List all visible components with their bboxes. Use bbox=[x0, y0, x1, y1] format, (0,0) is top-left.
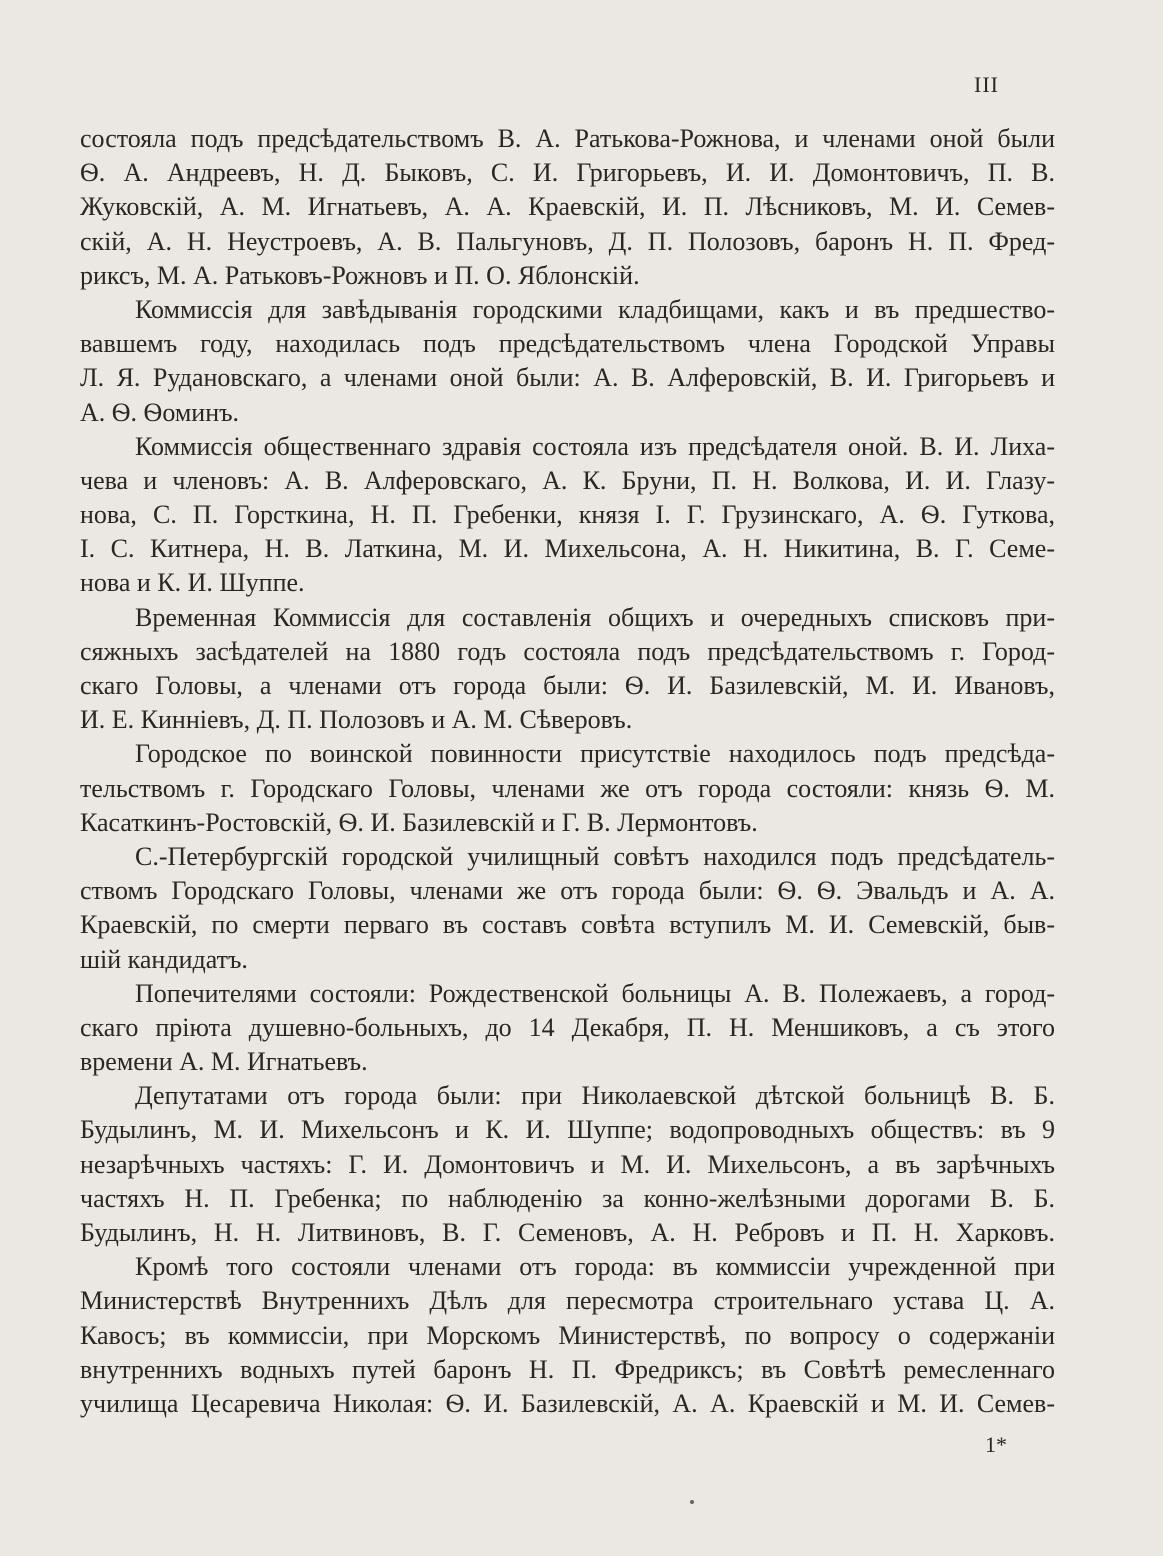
text-line: риксъ, М. А. Ратьковъ-Рожновъ и П. О. Яблонскій. bbox=[80, 260, 640, 290]
signature-mark: 1* bbox=[985, 1432, 1007, 1457]
body-text bbox=[80, 122, 1055, 1421]
text-line: скаго Головы, а членами отъ города были: Ѳ. И. Базилевскій, М. И. Ивановъ, bbox=[80, 671, 1055, 700]
text-line: Касаткинъ-Ростовскій, Ѳ. И. Базилевскій и Г. В. Лермонтовъ. bbox=[80, 807, 758, 837]
text-line: Жуковскій, А. М. Игнатьевъ, А. А. Краевскій, И. П. Лѣсниковъ, М. И. Семев- bbox=[80, 192, 1055, 222]
paragraph-start-line: Депутатами отъ города были: при Николаевской дѣтской больницѣ В. Б. bbox=[135, 1081, 1055, 1111]
page-number: III bbox=[974, 72, 999, 97]
text-line: ствомъ Городскаго Головы, членами же отъ города были: Ѳ. Ѳ. Эвальдъ и А. А. bbox=[80, 876, 1055, 906]
text-line: училища Цесаревича Николая: Ѳ. И. Базилевскій, А. А. Краевскій и М. И. Семев- bbox=[80, 1388, 1055, 1418]
text-line: частяхъ Н. П. Гребенка; по наблюденію за конно-желѣзными дорогами В. Б. bbox=[80, 1183, 1055, 1213]
text-line: нова и К. И. Шуппе. bbox=[80, 568, 305, 598]
paragraph-start-line: Коммиссія для завѣдыванія городскими кладбищами, какъ и въ предшество- bbox=[135, 294, 1055, 324]
text-line: Будылинъ, Н. Н. Литвиновъ, В. Г. Семеновъ, А. Н. Ребровъ и П. Н. Харковъ. bbox=[80, 1218, 1055, 1247]
text-line: шій кандидатъ. bbox=[80, 944, 248, 974]
text-line: тельствомъ г. Городскаго Головы, членами же отъ города состояли: князь Ѳ. М. bbox=[80, 773, 1055, 803]
text-line: скій, А. Н. Неустроевъ, А. В. Пальгуновъ, Д. П. Полозовъ, баронъ Н. П. Фред- bbox=[80, 226, 1055, 256]
text-line: Ѳ. А. Андреевъ, Н. Д. Быковъ, С. И. Григорьевъ, И. И. Домонтовичъ, П. В. bbox=[80, 158, 1055, 188]
text-line: І. С. Китнера, Н. В. Латкина, М. И. Михельсона, А. Н. Никитина, В. Г. Семе- bbox=[80, 534, 1055, 564]
paragraph-start-line: Кромѣ того состояли членами отъ города: въ коммиссіи учрежденной при bbox=[135, 1252, 1055, 1282]
text-line: сяжныхъ засѣдателей на 1880 годъ состояла подъ предсѣдательствомъ г. Город- bbox=[80, 636, 1055, 666]
text-line: И. Е. Кинніевъ, Д. П. Полозовъ и А. М. Сѣверовъ. bbox=[80, 705, 633, 735]
text-line: вавшемъ году, находилась подъ предсѣдательствомъ члена Городской Управы bbox=[80, 329, 1055, 359]
paragraph-start-line: С.-Петербургскій городской училищный совѣтъ находился подъ предсѣдатель- bbox=[135, 841, 1055, 871]
text-line: времени А. М. Игнатьевъ. bbox=[80, 1047, 368, 1077]
text-line: состояла подъ предсѣдательствомъ В. А. Ратькова-Рожнова, и членами оной были bbox=[80, 124, 1055, 153]
text-line: Министерствѣ Внутреннихъ Дѣлъ для пересмотра строительнаго устава Ц. А. bbox=[80, 1286, 1055, 1316]
paragraph-start-line: Городское по воинской повинности присутствіе находилось подъ предсѣда- bbox=[135, 739, 1055, 769]
text-line: скаго пріюта душевно-больныхъ, до 14 Декабря, П. Н. Меншиковъ, а съ этого bbox=[80, 1012, 1055, 1042]
text-line: Будылинъ, М. И. Михельсонъ и К. И. Шуппе; водопроводныхъ обществъ: въ 9 bbox=[80, 1115, 1055, 1145]
paragraph-start-line: Попечителями состояли: Рождественской больницы А. В. Полежаевъ, а город- bbox=[135, 978, 1055, 1008]
text-line: чева и членовъ: А. В. Алферовскаго, А. К. Бруни, П. Н. Волкова, И. И. Глазу- bbox=[80, 465, 1055, 495]
text-line: А. Ѳ. Ѳоминъ. bbox=[80, 397, 240, 427]
paragraph-start-line: Коммиссія общественнаго здравія состояла изъ предсѣдателя оной. В. И. Лиха- bbox=[135, 431, 1055, 461]
ink-speck bbox=[690, 1500, 694, 1504]
text-line: Кавосъ; въ коммиссіи, при Морскомъ Министерствѣ, по вопросу о содержаніи bbox=[80, 1320, 1055, 1350]
text-line: внутреннихъ водныхъ путей баронъ Н. П. Фредриксъ; въ Совѣтѣ ремесленнаго bbox=[80, 1354, 1055, 1384]
text-line: Л. Я. Рудановскаго, а членами оной были: А. В. Алферовскій, В. И. Григорьевъ и bbox=[80, 363, 1055, 393]
paragraph-start-line: Временная Коммиссія для составленія общихъ и очередныхъ списковъ при- bbox=[135, 602, 1055, 632]
text-line: незарѣчныхъ частяхъ: Г. И. Домонтовичъ и М. И. Михельсонъ, а въ зарѣчныхъ bbox=[80, 1149, 1055, 1179]
text-line: нова, С. П. Горсткина, Н. П. Гребенки, князя І. Г. Грузинскаго, А. Ѳ. Гуткова, bbox=[80, 500, 1055, 530]
text-line: Краевскій, по смерти перваго въ составъ совѣта вступилъ М. И. Семевскій, быв- bbox=[80, 910, 1055, 940]
